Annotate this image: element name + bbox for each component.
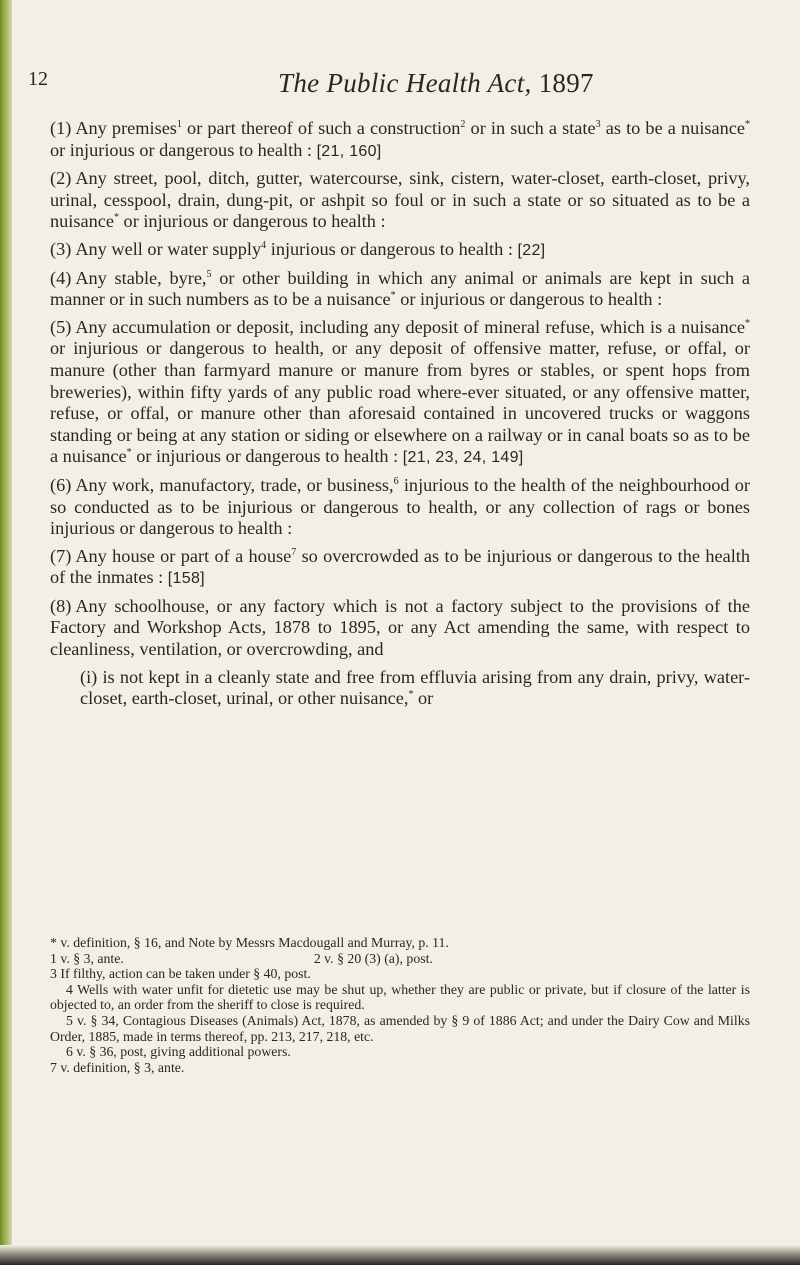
section-reference: [22] bbox=[517, 241, 546, 259]
running-title-year: 1897 bbox=[538, 68, 594, 98]
section-reference: [21, 160] bbox=[316, 142, 382, 160]
footnote-row bbox=[50, 951, 750, 967]
footnote-3: 3 If filthy, action can be taken under § 40, post. bbox=[50, 966, 311, 982]
clause-6: (6) Any work, manufactory, trade, or business,$^6$ injurious to the health of the neighbourhood or so conducted as to be injurious or dangerous to health, or any collection of rags or bones injurious or dangerous to health : bbox=[50, 474, 750, 539]
section-reference: [158] bbox=[167, 570, 205, 588]
clause-4: (4) Any stable, byre,$^5$ or other building in which any animal or animals are kept in such a manner or in such numbers as to be a nuisance* or injurious or dangerous to health : bbox=[50, 267, 750, 310]
page-bottom-edge bbox=[0, 1245, 800, 1265]
page-number: 12 bbox=[28, 68, 48, 90]
clause-7: (7) Any house or part of a house$^7$ so overcrowded as to be injurious or dangerous to the health of the inmates : [158] bbox=[50, 545, 751, 588]
subclause-i: (i) is not kept in a cleanly state and free from effluvia arising from any drain, privy, water-closet, earth-closet, urinal, or other nuisance,* or bbox=[80, 666, 750, 709]
running-title-text: The Public Health Act, bbox=[278, 68, 532, 98]
footnote-5: 5 v. § 34, Contagious Diseases (Animals) Act, 1878, as amended by § 9 of 1886 Act; and under the Dairy Cow and Milks Order, 1885, made in terms thereof, pp. 213, 217, 218, etc. bbox=[50, 1012, 750, 1044]
footnote-2: 2 v. § 20 (3) (a), post. bbox=[313, 950, 433, 966]
clause-5: (5) Any accumulation or deposit, including any deposit of mineral refuse, which is a nuisance* or injurious or dangerous to health, or any deposit of offensive matter, refuse, or offal, or manure (other than farmyard manure or manure from byres or stables, or spent hops from breweries), within fifty yards of any public road where-ever situated, or any offensive matter, refuse, or offal, or manure other than aforesaid contained in uncovered trucks or waggons standing or being at any station or siding or elsewhere on a railway or in canal boats so as to be a nuisance* or injurious or dangerous to health : [21, 23, 24, 149] bbox=[50, 316, 750, 467]
section-reference: [21, 23, 24, 149] bbox=[402, 449, 524, 467]
page-header bbox=[28, 68, 780, 102]
main-text bbox=[50, 118, 750, 716]
clause-3: (3) Any well or water supply$^4$ injurious or dangerous to health : [22] bbox=[50, 238, 546, 259]
footnote-7: 7 v. definition, § 3, ante. bbox=[50, 1059, 185, 1075]
clause-1: (1) Any premises$^1$ or part thereof of such a construction$^2$ or in such a state$^3$ as to be a nuisance* or injurious or dangerous to health : [21, 160] bbox=[50, 118, 750, 160]
running-title bbox=[278, 68, 594, 99]
footnote-1: 1 v. § 3, ante. bbox=[50, 950, 124, 966]
clause-2: (2) Any street, pool, ditch, gutter, watercourse, sink, cistern, water-closet, earth-closet, privy, urinal, cesspool, drain, dung-pit, or ashpit so foul or in such a state or so situated as to be a nuisance* or injurious or dangerous to health : bbox=[50, 168, 750, 232]
footnotes bbox=[50, 935, 750, 1075]
footnote-4: 4 Wells with water unfit for dietetic use may be shut up, whether they are public or private, but if closure of the latter is objected to, an order from the sheriff to close is required. bbox=[50, 981, 750, 1013]
footnote-star: * v. definition, § 16, and Note by Messrs Macdougall and Murray, p. 11. bbox=[50, 935, 449, 950]
footnote-6: 6 v. § 36, post, giving additional powers. bbox=[66, 1044, 291, 1060]
book-spine-edge bbox=[0, 0, 12, 1265]
clause-8: (8) Any schoolhouse, or any factory which is not a factory subject to the provisions of the Factory and Workshop Acts, 1878 to 1895, or any Act amending the same, with respect to cleanliness, ventilation, or overcrowding, and bbox=[50, 595, 750, 660]
